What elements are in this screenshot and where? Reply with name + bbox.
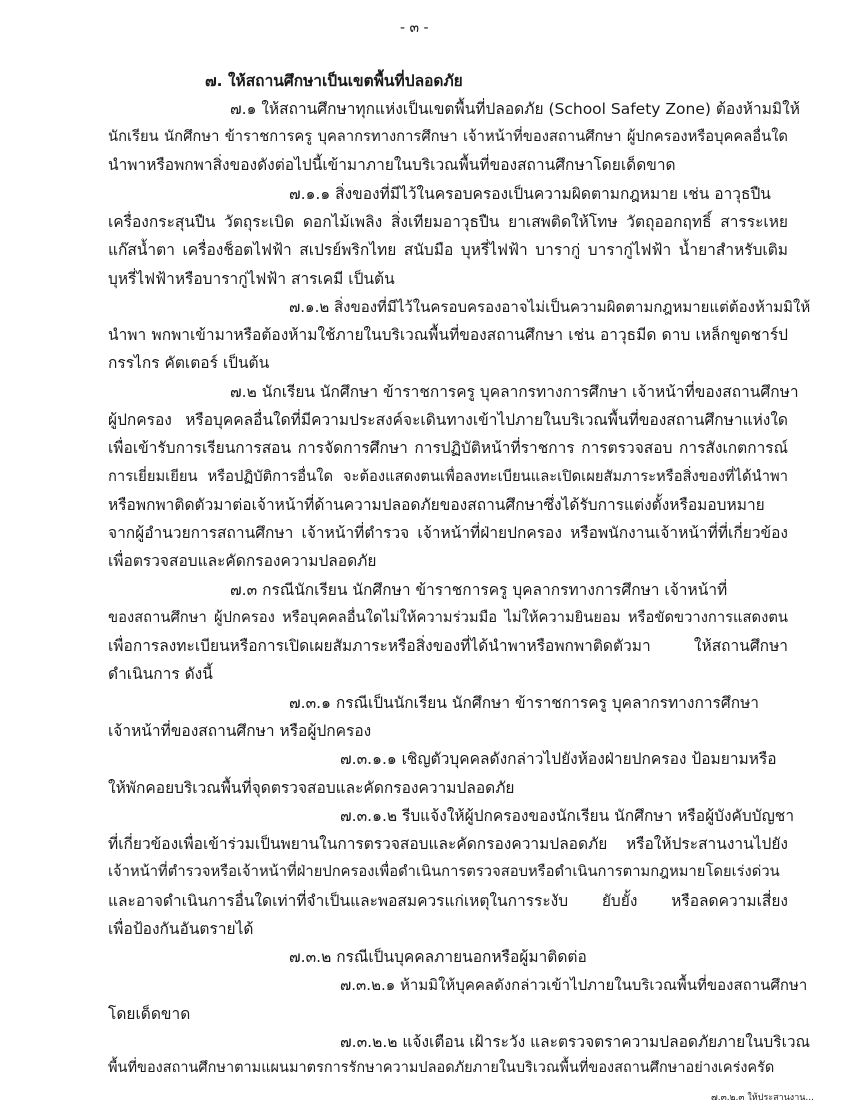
line: และอาจดำเนินการอื่นใดเท่าที่จำเป็นและพอสมควรแก่เหตุในการระงับ ยับยั้ง หรือลดความเสี่ยง — [108, 891, 788, 910]
page-number: - ๓ - — [400, 20, 429, 36]
line: เพื่อเข้ารับการเรียนการสอน การจัดการศึกษา การปฏิบัติหน้าที่ราชการ การตรวจสอบ การสังเกตการณ์ — [108, 439, 788, 458]
line: จากผู้อำนวยการสถานศึกษา เจ้าหน้าที่ตำรวจ เจ้าหน้าที่ฝ่ายปกครอง หรือพนักงานเจ้าหน้าที่ที่เกี่ยวข้อง — [108, 524, 788, 543]
line: เจ้าหน้าที่ตำรวจหรือเจ้าหน้าที่ฝ่ายปกครองเพื่อดำเนินการตรวจสอบหรือดำเนินการตามกฎหมายโดยเร่งด่วน — [108, 863, 780, 881]
line: หรือพกพาติดตัวมาต่อเจ้าหน้าที่ด้านความปลอดภัยของสถานศึกษาซึ่งได้รับการแต่งตั้งหรือมอบหมาย — [108, 495, 765, 514]
continuation-text: ๗.๓.๒.๓ ให้ประสานงาน... — [710, 1093, 814, 1103]
line-7-3: ๗.๓ กรณีนักเรียน นักศึกษา ข้าราชการครู บุคลากรทางการศึกษา เจ้าหน้าที่ — [230, 580, 728, 599]
line: เพื่อการลงทะเบียนหรือการเปิดเผยสัมภาระหรือสิ่งของที่ได้นำพาหรือพกพาติดตัวมา ให้สถานศึกษา — [108, 637, 788, 656]
line: นำพาหรือพกพาสิ่งของดังต่อไปนี้เข้ามาภายในบริเวณพื้นที่ของสถานศึกษาโดยเด็ดขาด — [108, 156, 676, 175]
line: แก๊สน้ำตา เครื่องช็อตไฟฟ้า สเปรย์พริกไทย สนับมือ บุหรี่ไฟฟ้า บารากู่ บารากู่ไฟฟ้า น้ำยาสำหรับเติม — [108, 241, 788, 260]
line-7-1: ๗.๑ ให้สถานศึกษาทุกแห่งเป็นเขตพื้นที่ปลอดภัย (School Safety Zone) ต้องห้ามมิให้ — [230, 99, 800, 118]
line: นักเรียน นักศึกษา ข้าราชการครู บุคลากรทางการศึกษา เจ้าหน้าที่ของสถานศึกษา ผู้ปกครองหรือบุคคลอื่นใด — [108, 128, 788, 146]
line-7-3-2: ๗.๓.๒ กรณีเป็นบุคคลภายนอกหรือผู้มาติดต่อ — [289, 948, 587, 967]
line: บุหรี่ไฟฟ้าหรือบารากู่ไฟฟ้า สารเคมี เป็นต้น — [108, 269, 395, 288]
section-heading: ๗. ให้สถานศึกษาเป็นเขตพื้นที่ปลอดภัย — [205, 71, 463, 90]
line-7-1-2: ๗.๑.๒ สิ่งของที่มีไว้ในครอบครองอาจไม่เป็นความผิดตามกฎหมายแต่ต้องห้ามมิให้ — [289, 297, 811, 316]
line: โดยเด็ดขาด — [108, 1004, 191, 1023]
line-7-1-1: ๗.๑.๑ สิ่งของที่มีไว้ในครอบครองเป็นความผิดตามกฎหมาย เช่น อาวุธปืน — [289, 184, 771, 203]
line: กรรไกร คัตเตอร์ เป็นต้น — [108, 354, 270, 373]
line-7-3-1-2: ๗.๓.๑.๒ รีบแจ้งให้ผู้ปกครองของนักเรียน นักศึกษา หรือผู้บังคับบัญชา — [340, 806, 795, 825]
line: การเยี่ยมเยียน หรือปฏิบัติการอื่นใด จะต้องแสดงตนเพื่อลงทะเบียนและเปิดเผยสัมภาระหรือสิ่งของที่ได้นำพา — [108, 467, 788, 485]
line: ผู้ปกครอง หรือบุคคลอื่นใดที่มีความประสงค์จะเดินทางเข้าไปภายในบริเวณพื้นที่ของสถานศึกษาแห่งใด — [108, 410, 788, 429]
line: พื้นที่ของสถานศึกษาตามแผนมาตรการรักษาความปลอดภัยภายในบริเวณพื้นที่ของสถานศึกษาอย่างเคร่งครัด — [108, 1060, 775, 1077]
line: เพื่อตรวจสอบและคัดกรองความปลอดภัย — [108, 552, 377, 571]
line: เพื่อป้องกันอันตรายได้ — [108, 919, 254, 938]
line-7-2: ๗.๒ นักเรียน นักศึกษา ข้าราชการครู บุคลากรทางการศึกษา เจ้าหน้าที่ของสถานศึกษา — [230, 382, 799, 401]
line: ให้พักคอยบริเวณพื้นที่จุดตรวจสอบและคัดกรองความปลอดภัย — [108, 778, 515, 797]
line-7-3-2-1: ๗.๓.๒.๑ ห้ามมิให้บุคคลดังกล่าวเข้าไปภายในบริเวณพื้นที่ของสถานศึกษา — [340, 976, 808, 995]
line: ของสถานศึกษา ผู้ปกครอง หรือบุคคลอื่นใดไม่ให้ความร่วมมือ ไม่ให้ความยินยอม หรือขัดขวางการแสดงตน — [108, 608, 788, 626]
line: ดำเนินการ ดังนี้ — [108, 665, 213, 684]
line: ที่เกี่ยวข้องเพื่อเข้าร่วมเป็นพยานในการตรวจสอบและคัดกรองความปลอดภัย หรือให้ประสานงานไปยัง — [108, 835, 788, 854]
line: นำพา พกพาเข้ามาหรือต้องห้ามใช้ภายในบริเวณพื้นที่ของสถานศึกษา เช่น อาวุธมีด ดาบ เหล็กขูดชาร์ป — [108, 326, 788, 345]
line-7-3-1: ๗.๓.๑ กรณีเป็นนักเรียน นักศึกษา ข้าราชการครู บุคลากรทางการศึกษา — [289, 693, 760, 712]
line: เครื่องกระสุนปืน วัตถุระเบิด ดอกไม้เพลิง สิ่งเทียมอาวุธปืน ยาเสพติดให้โทษ วัตถุออกฤทธิ์ สารระเหย — [108, 213, 788, 232]
line-7-3-1-1: ๗.๓.๑.๑ เชิญตัวบุคคลดังกล่าวไปยังห้องฝ่ายปกครอง ป้อมยามหรือ — [340, 750, 777, 769]
line-7-3-2-2: ๗.๓.๒.๒ แจ้งเตือน เฝ้าระวัง และตรวจตราความปลอดภัยภายในบริเวณ — [340, 1033, 810, 1051]
line: เจ้าหน้าที่ของสถานศึกษา หรือผู้ปกครอง — [108, 721, 372, 740]
